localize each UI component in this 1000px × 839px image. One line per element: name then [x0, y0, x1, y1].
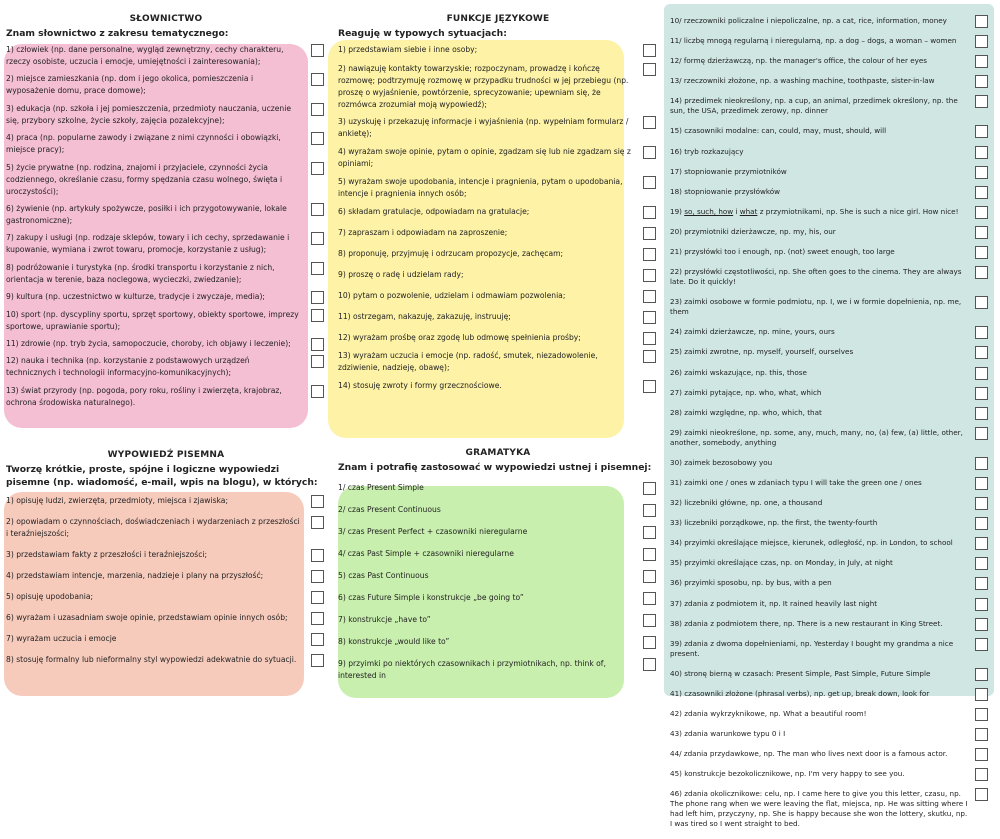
list-item [670, 538, 990, 548]
item-text: 5) opisuję upodobania; [6, 592, 94, 601]
item-text: 40) stronę bierną w czasach: Present Simple, Past Simple, Future Simple [670, 668, 931, 678]
checkbox[interactable] [643, 658, 656, 671]
item-text: 9) kultura (np. uczestnictwo w kulturze, tradycje i zwyczaje, media); [6, 292, 265, 302]
item-text: 32) liczebniki główne, np. one, a thousand [670, 498, 823, 508]
item-text: 11/ liczbę mnogą regularną i nieregularną, np. a dog – dogs, a woman – women [670, 36, 957, 46]
checkbox[interactable] [975, 728, 988, 741]
item-text: 6) wyrażam i uzasadniam swoje opinie, przedstawiam opinie innych osób; [6, 613, 288, 622]
item-text: 28) zaimki względne, np. who, which, that [670, 407, 822, 417]
list-item [670, 247, 990, 257]
item-text: 3) przedstawiam fakty z przeszłości i teraźniejszości; [6, 550, 208, 559]
checkbox[interactable] [643, 116, 656, 129]
item-text: 12) nauka i technika (np. korzystanie z podstawowych urządzeń technicznych i technologii informacyjno-komunikacyjnych); [6, 356, 250, 378]
checkbox[interactable] [975, 125, 988, 138]
section-gramatyka-continued [670, 16, 990, 839]
checkbox[interactable] [643, 548, 656, 561]
list-item [338, 592, 658, 604]
item-text: 8) konstrukcje „would like to” [338, 637, 450, 646]
item-text: 21) przysłówki too i enough, np. (not) sweet enough, too large [670, 247, 895, 257]
checkbox[interactable] [643, 311, 656, 324]
item-text: 1/ czas Present Simple [338, 483, 424, 492]
list-item [670, 599, 990, 609]
checkbox[interactable] [975, 638, 988, 651]
item-text: 3) uzyskuję i przekazuję informacje i wyjaśnienia (np. wypełniam formularz / ankietę); [338, 117, 629, 139]
item-text: 44/ zdania przydawkowe, np. The man who lives next door is a famous actor. [670, 749, 948, 759]
checkbox[interactable] [643, 526, 656, 539]
section-wypowiedz [6, 450, 326, 671]
list-item [6, 549, 326, 561]
checkbox[interactable] [311, 44, 324, 57]
list-item [338, 482, 658, 494]
list-item [338, 614, 658, 626]
list-item [670, 347, 990, 357]
checkbox[interactable] [975, 206, 988, 219]
list-item [670, 578, 990, 588]
list-item [338, 44, 658, 56]
item-text: 11) zdrowie (np. tryb życia, samopoczucie, choroby, ich objawy i leczenie); [6, 338, 291, 348]
checkbox[interactable] [311, 291, 324, 304]
list-item [338, 269, 658, 281]
item-text: 4) praca (np. popularne zawody i związane z nimi czynności i obowiązki, miejsce pracy); [6, 133, 281, 155]
checkbox[interactable] [975, 296, 988, 309]
list-item [6, 654, 326, 666]
checkbox[interactable] [975, 427, 988, 440]
checkbox[interactable] [643, 206, 656, 219]
list-item [670, 76, 990, 86]
list-item [670, 167, 990, 177]
section-slownictwo [6, 14, 326, 414]
list-gramatyka-continued [670, 16, 990, 829]
item-text: 2) opowiadam o czynnościach, doświadczeniach i wydarzeniach z przeszłości i teraźniejszości; [6, 517, 300, 538]
list-item [670, 749, 990, 759]
checkbox[interactable] [643, 227, 656, 240]
checkbox[interactable] [975, 748, 988, 761]
checkbox[interactable] [975, 517, 988, 530]
list-item [6, 633, 326, 645]
section-subtitle: Reaguję w typowych sytuacjach: [338, 28, 507, 39]
list-item [670, 36, 990, 46]
checkbox[interactable] [975, 407, 988, 420]
list-item [6, 495, 326, 507]
list-item [6, 103, 326, 127]
checkbox[interactable] [975, 768, 988, 781]
list-item [6, 44, 326, 68]
item-text: 25) zaimki zwrotne, np. myself, yourself, ourselves [670, 347, 854, 357]
item-text: 18) stopniowanie przysłówków [670, 186, 781, 196]
list-item [338, 570, 658, 582]
list-item [670, 689, 990, 699]
list-item [338, 227, 658, 239]
item-text: 17) stopniowanie przymiotników [670, 166, 787, 176]
item-text: 5) czas Past Continuous [338, 571, 429, 580]
item-text: 36) przyimki sposobu, np. by bus, with a pen [670, 578, 832, 588]
item-text: 41) czasowniki złożone (phrasal verbs), np. get up, break down, look for [670, 688, 930, 698]
list-item [6, 570, 326, 582]
item-text: 5) życie prywatne (np. rodzina, znajomi i przyjaciele, czynności życia codziennego, określanie czasu, formy spędzania czasu wolnego, święta i uroczystości); [6, 162, 283, 196]
list-item [670, 147, 990, 157]
checkbox[interactable] [975, 146, 988, 159]
list-item [670, 297, 990, 317]
checkbox[interactable] [975, 55, 988, 68]
item-text: 7) konstrukcje „have to” [338, 615, 431, 624]
checkbox[interactable] [643, 614, 656, 627]
list-item [670, 408, 990, 418]
checkbox[interactable] [975, 367, 988, 380]
section-gramatyka [338, 448, 658, 687]
item-text: 45) konstrukcje bezokolicznikowe, np. I'm very happy to see you. [670, 769, 905, 779]
item-text: 4) wyrażam swoje opinie, pytam o opinie, zgadzam się lub nie zgadzam się z opiniami; [338, 147, 631, 169]
list-item [670, 769, 990, 779]
item-text: 39) zdania z dwoma dopełnieniami, np. Yesterday I bought my grandma a nice present. [670, 638, 954, 658]
item-text: 7) wyrażam uczucia i emocje [6, 634, 117, 643]
item-text: 6) żywienie (np. artykuły spożywcze, posiłki i ich przygotowywanie, lokale gastronomiczne); [6, 203, 287, 225]
item-text: 14) stosuję zwroty i formy grzecznościowe. [338, 381, 502, 391]
item-text: 1) przedstawiam siebie i inne osoby; [338, 45, 478, 54]
checkbox[interactable] [643, 636, 656, 649]
checkbox[interactable] [311, 654, 324, 667]
item-text: 19) so, such, how i what z przymiotnikami, np. She is such a nice girl. How nice! [670, 206, 959, 216]
checkbox[interactable] [643, 504, 656, 517]
list-item [670, 126, 990, 136]
list-item [6, 73, 326, 97]
checkbox[interactable] [643, 332, 656, 345]
item-text: 4/ czas Past Simple + czasowniki nieregularne [338, 549, 514, 558]
list-item [670, 709, 990, 719]
item-text: 29) zaimki nieokreślone, np. some, any, much, many, no, (a) few, (a) little, other, another, somebody, anything [670, 427, 963, 447]
list-item [670, 789, 990, 829]
item-text: 1) człowiek (np. dane personalne, wygląd zewnętrzny, cechy charakteru, rzeczy osobiste, uczucia i emocje, umiejętności i zainteresowania); [6, 45, 284, 66]
checkbox[interactable] [311, 355, 324, 368]
list-item [6, 385, 326, 409]
checkbox[interactable] [311, 633, 324, 646]
list-item [6, 203, 326, 227]
checkbox[interactable] [975, 457, 988, 470]
checkbox[interactable] [311, 612, 324, 625]
checkbox[interactable] [311, 385, 324, 398]
item-text: 30) zaimek bezosobowy you [670, 457, 773, 467]
checkbox[interactable] [311, 162, 324, 175]
checkbox[interactable] [643, 146, 656, 159]
item-text: 3) edukacja (np. szkoła i jej pomieszczenia, przedmioty nauczania, uczenie się, przybory szkolne, życie szkoły, zajęcia pozalekcyjne); [6, 103, 291, 125]
item-text: 42) zdania wykrzyknikowe, np. What a beautiful room! [670, 709, 867, 718]
list-wypowiedz [6, 495, 326, 666]
item-text: 23) zaimki osobowe w formie podmiotu, np. I, we i w formie dopełnienia, np. me, them [670, 297, 962, 317]
list-item [338, 350, 658, 374]
checkbox[interactable] [975, 557, 988, 570]
checkbox[interactable] [975, 75, 988, 88]
checkbox[interactable] [643, 350, 656, 363]
checkbox[interactable] [311, 309, 324, 322]
item-text: 1) opisuję ludzi, zwierzęta, przedmioty, miejsca i zjawiska; [6, 496, 229, 505]
list-item [338, 116, 658, 140]
checkbox[interactable] [643, 63, 656, 76]
item-text: 8) podróżowanie i turystyka (np. środki transportu i korzystanie z nich, orientacja w terenie, baza noclegowa, wycieczki, zwiedzanie); [6, 262, 275, 284]
list-item [6, 338, 326, 350]
checkbox[interactable] [311, 516, 324, 529]
item-text: 43) zdania warunkowe typu 0 i I [670, 729, 786, 739]
list-item [6, 355, 326, 379]
item-text: 9) przyimki po niektórych czasownikach i przymiotnikach, np. think of, interested in [338, 659, 606, 680]
checkbox[interactable] [643, 176, 656, 189]
item-text: 2) miejsce zamieszkania (np. dom i jego okolica, pomieszczenia i wyposażenie domu, prace domowe); [6, 74, 254, 96]
list-gramatyka [338, 482, 658, 682]
item-text: 13/ rzeczowniki złożone, np. a washing machine, toothpaste, sister-in-law [670, 76, 935, 86]
list-item [338, 658, 658, 682]
list-item [6, 162, 326, 198]
list-item [6, 132, 326, 156]
item-text: 46) zdania okolicznikowe: celu, np. I came here to give you this letter, czasu, np. The phone rang when we were leaving the flat, miejsca, np. He was sitting where I had left him, przyczyny, np. She is happy because she won the lottery, skutku, np. I was tired so I went straight to bed. [670, 789, 968, 829]
list-slownictwo [6, 44, 326, 409]
checkbox[interactable] [311, 549, 324, 562]
checkbox[interactable] [311, 570, 324, 583]
item-text: 6) czas Future Simple i konstrukcje „be going to” [338, 593, 524, 602]
list-item [338, 548, 658, 560]
list-item [338, 146, 658, 170]
checkbox[interactable] [975, 788, 988, 801]
checkbox[interactable] [975, 477, 988, 490]
list-item [670, 478, 990, 488]
item-text: 13) wyrażam uczucia i emocje (np. radość, smutek, niezadowolenie, zdziwienie, nadzieję, obawę); [338, 351, 598, 373]
section-title: GRAMATYKA [465, 448, 531, 458]
list-item [670, 498, 990, 508]
item-text: 8) stosuję formalny lub nieformalny styl wypowiedzi adekwatnie do sytuacji. [6, 655, 297, 664]
checkbox[interactable] [975, 618, 988, 631]
item-text: 10) pytam o pozwolenie, udzielam i odmawiam pozwolenia; [338, 291, 566, 301]
item-text: 13) świat przyrody (np. pogoda, pory roku, rośliny i zwierzęta, krajobraz, ochrona środowiska naturalnego). [6, 385, 282, 407]
item-text: 7) zakupy i usługi (np. rodzaje sklepów, towary i ich cechy, sprzedawanie i kupowanie, wymiana i zwrot towaru, promocje, korzystanie z usług); [6, 233, 290, 255]
list-item [670, 368, 990, 378]
list-item [338, 311, 658, 323]
item-text: 22) przysłówki częstotliwości, np. She often goes to the cinema. They are always late. Do it quickly! [670, 267, 962, 287]
checkbox[interactable] [975, 226, 988, 239]
section-subtitle: Tworzę krótkie, proste, spójne i logiczne wypowiedzi pisemne (np. wiadomość, e-mail, wpis na blogu), w których: [6, 464, 318, 488]
item-text: 4) przedstawiam intencje, marzenia, nadzieje i plany na przyszłość; [6, 571, 264, 580]
checkbox[interactable] [975, 326, 988, 339]
checkbox[interactable] [311, 591, 324, 604]
section-subtitle: Znam i potrafię zastosować w wypowiedzi ustnej i pisemnej: [338, 462, 652, 473]
list-item [338, 63, 658, 111]
checkbox[interactable] [975, 497, 988, 510]
item-text: 27) zaimki pytające, np. who, what, which [670, 387, 822, 397]
list-item [670, 56, 990, 66]
list-item [6, 309, 326, 333]
list-item [338, 380, 658, 392]
list-item [6, 591, 326, 603]
list-item [670, 428, 990, 448]
item-text: 31) zaimki one / ones w zdaniach typu I will take the green one / ones [670, 477, 922, 487]
item-text: 10/ rzeczowniki policzalne i niepoliczalne, np. a cat, rice, information, money [670, 16, 947, 25]
checkbox[interactable] [311, 338, 324, 351]
item-text: 8) proponuję, przyjmuję i odrzucam propozycje, zachęcam; [338, 249, 564, 259]
checkbox[interactable] [643, 482, 656, 495]
list-item [6, 612, 326, 624]
list-item [670, 458, 990, 468]
list-item [670, 16, 990, 26]
list-item [670, 327, 990, 337]
list-item [670, 639, 990, 659]
item-text: 35) przyimki określające czas, np. on Monday, in July, at night [670, 558, 893, 568]
list-item [6, 232, 326, 256]
checkbox[interactable] [643, 269, 656, 282]
checkbox[interactable] [975, 668, 988, 681]
item-text: 5) wyrażam swoje upodobania, intencje i pragnienia, pytam o upodobania, intencje i pragnienia innych osób; [338, 177, 623, 199]
list-item [670, 619, 990, 629]
checkbox[interactable] [975, 35, 988, 48]
checkbox[interactable] [975, 346, 988, 359]
checkbox[interactable] [643, 290, 656, 303]
item-text: 16) tryb rozkazujący [670, 146, 744, 156]
checkbox[interactable] [311, 73, 324, 86]
checkbox[interactable] [643, 592, 656, 605]
checkbox[interactable] [975, 95, 988, 108]
list-funkcje [338, 44, 658, 392]
list-item [670, 388, 990, 398]
list-item [670, 227, 990, 237]
checkbox[interactable] [975, 246, 988, 259]
list-item [338, 206, 658, 218]
checkbox[interactable] [975, 387, 988, 400]
checkbox[interactable] [311, 495, 324, 508]
section-funkcje [338, 14, 658, 398]
item-text: 9) proszę o radę i udzielam rady; [338, 270, 464, 280]
item-text: 10) sport (np. dyscypliny sportu, sprzęt sportowy, obiekty sportowe, imprezy sportowe, uprawianie sportu); [6, 309, 299, 331]
checkbox[interactable] [975, 15, 988, 28]
item-text: 2/ czas Present Continuous [338, 505, 441, 514]
item-text: 12) wyrażam prośbę oraz zgodę lub odmowę spełnienia prośby; [338, 333, 581, 343]
list-item [6, 291, 326, 303]
item-text: 24) zaimki dzierżawcze, np. mine, yours, ours [670, 327, 835, 337]
list-item [338, 176, 658, 200]
item-text: 37) zdania z podmiotem it, np. It rained heavily last night [670, 598, 878, 608]
item-text: 6) składam gratulacje, odpowiadam na gratulacje; [338, 207, 530, 217]
checkbox[interactable] [311, 232, 324, 245]
checkbox[interactable] [975, 708, 988, 721]
item-text: 26) zaimki wskazujące, np. this, those [670, 367, 807, 377]
checkbox[interactable] [975, 166, 988, 179]
checkbox[interactable] [311, 262, 324, 275]
checkbox[interactable] [643, 380, 656, 393]
checkbox[interactable] [975, 266, 988, 279]
section-subtitle: Znam słownictwo z zakresu tematycznego: [6, 28, 229, 39]
section-title: WYPOWIEDŹ PISEMNA [107, 450, 225, 460]
item-text: 12/ formę dzierżawczą, np. the manager's office, the colour of her eyes [670, 56, 928, 66]
checkbox[interactable] [311, 103, 324, 116]
list-item [670, 669, 990, 679]
item-text: 15) czasowniki modalne: can, could, may, must, should, will [670, 126, 887, 136]
list-item [670, 558, 990, 568]
checkbox[interactable] [975, 577, 988, 590]
list-item [670, 96, 990, 116]
checkbox[interactable] [643, 44, 656, 57]
section-title: SŁOWNICTWO [129, 14, 203, 24]
checkbox[interactable] [975, 186, 988, 199]
list-item [338, 504, 658, 516]
checkbox[interactable] [311, 132, 324, 145]
list-item [6, 262, 326, 286]
list-item [338, 636, 658, 648]
item-text: 14) przedimek nieokreślony, np. a cup, an animal, przedimek określony, np. the sun, the USA, przedimek zerowy, np. dinner [670, 96, 958, 116]
list-item [670, 518, 990, 528]
item-text: 3/ czas Present Perfect + czasowniki nieregularne [338, 527, 528, 536]
list-item [338, 248, 658, 260]
list-item [6, 516, 326, 540]
checkbox[interactable] [975, 688, 988, 701]
item-text: 38) zdania z podmiotem there, np. There is a new restaurant in King Street. [670, 618, 943, 628]
list-item [670, 187, 990, 197]
checkbox[interactable] [975, 598, 988, 611]
item-text: 20) przymiotniki dzierżawcze, np. my, his, our [670, 226, 836, 236]
list-item [338, 526, 658, 538]
list-item [338, 290, 658, 302]
item-text: 34) przyimki określające miejsce, kierunek, odległość, np. in London, to school [670, 538, 953, 548]
section-title: FUNKCJE JĘZYKOWE [446, 14, 550, 24]
checkbox[interactable] [643, 248, 656, 261]
list-item [338, 332, 658, 344]
list-item [670, 267, 990, 287]
item-text: 33) liczebniki porządkowe, np. the first, the twenty-fourth [670, 518, 878, 528]
checkbox[interactable] [311, 203, 324, 216]
checkbox[interactable] [643, 570, 656, 583]
item-text: 11) ostrzegam, nakazuję, zakazuję, instruuję; [338, 312, 511, 322]
checkbox[interactable] [975, 537, 988, 550]
list-item [670, 207, 990, 217]
list-item [670, 729, 990, 739]
item-text: 7) zapraszam i odpowiadam na zaproszenie; [338, 228, 508, 238]
item-text: 2) nawiązuję kontakty towarzyskie; rozpoczynam, prowadzę i kończę rozmowę; podtrzymuję rozmowę w przypadku trudności w jej przebiegu (np. proszę o wyjaśnienie, powtórzenie, sprecyzowanie; upewniam się, że rozmówca zrozumiał moją wypowiedź); [338, 64, 629, 109]
